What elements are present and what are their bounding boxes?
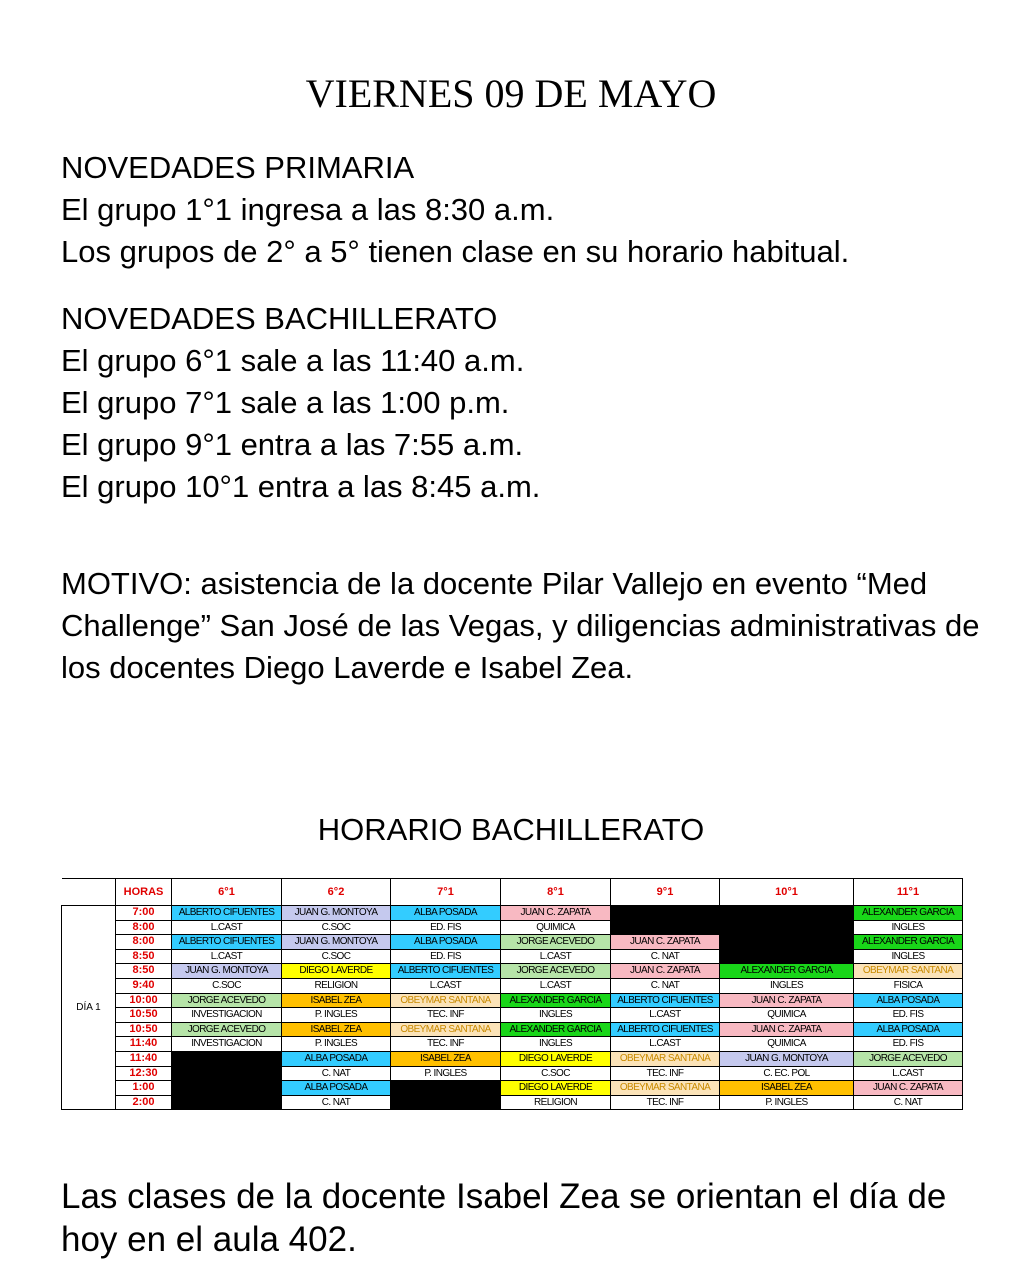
table-cell: C.SOC xyxy=(282,920,391,935)
blocked-cell xyxy=(611,906,720,935)
schedule-table xyxy=(61,878,963,1110)
table-cell: JORGE ACEVEDO xyxy=(501,964,611,979)
table-row xyxy=(62,964,963,979)
table-cell: ED. FIS xyxy=(854,1037,963,1052)
hour-cell: 7:00 xyxy=(116,906,172,921)
table-cell: P. INGLES xyxy=(720,1095,854,1110)
table-cell: OBEYMAR SANTANA xyxy=(854,964,963,979)
table-cell: ALBA POSADA xyxy=(282,1081,391,1096)
hour-cell: 10:00 xyxy=(116,993,172,1008)
table-cell: ALBERTO CIFUENTES xyxy=(391,964,501,979)
hour-cell: 11:40 xyxy=(116,1051,172,1066)
table-cell: ALEXANDER GARCIA xyxy=(720,964,854,979)
bachillerato-heading: NOVEDADES BACHILLERATO xyxy=(61,301,498,336)
table-cell: C.SOC xyxy=(172,978,282,993)
hour-cell: 8:50 xyxy=(116,949,172,964)
header-cell: 11°1 xyxy=(854,879,963,906)
table-cell: INGLES xyxy=(854,920,963,935)
hour-cell: 10:50 xyxy=(116,1008,172,1023)
blocked-cell xyxy=(391,1081,501,1110)
table-cell: L.CAST xyxy=(611,1008,720,1023)
table-cell: TEC. INF xyxy=(391,1008,501,1023)
bachillerato-line: El grupo 9°1 entra a las 7:55 a.m. xyxy=(61,427,524,462)
header-cell: 8°1 xyxy=(501,879,611,906)
header-cell: 6°1 xyxy=(172,879,282,906)
motivo-text: MOTIVO: asistencia de la docente Pilar Vallejo en evento “Med Challenge” San José de las Vegas, y diligencias administrativas de los docentes Diego Laverde e Isabel Zea. xyxy=(61,566,980,685)
table-row xyxy=(62,1037,963,1052)
table-cell: RELIGION xyxy=(501,1095,611,1110)
table-cell: ISABEL ZEA xyxy=(282,1022,391,1037)
table-cell: ALBERTO CIFUENTES xyxy=(611,1022,720,1037)
table-cell: ED. FIS xyxy=(854,1008,963,1023)
table-cell: ALBA POSADA xyxy=(282,1051,391,1066)
header-cell: 7°1 xyxy=(391,879,501,906)
table-cell: JUAN G. MONTOYA xyxy=(282,906,391,921)
bachillerato-line: El grupo 10°1 entra a las 8:45 a.m. xyxy=(61,469,541,504)
table-cell: C. NAT xyxy=(282,1066,391,1081)
table-row xyxy=(62,906,963,921)
table-cell: JORGE ACEVEDO xyxy=(172,993,282,1008)
table-cell: DIEGO LAVERDE xyxy=(501,1081,611,1096)
hour-cell: 10:50 xyxy=(116,1022,172,1037)
table-cell: JUAN C. ZAPATA xyxy=(611,935,720,950)
table-cell: QUIMICA xyxy=(720,1008,854,1023)
table-cell: ALBA POSADA xyxy=(854,993,963,1008)
table-cell: ED. FIS xyxy=(391,920,501,935)
table-cell: INGLES xyxy=(501,1008,611,1023)
table-cell: C. EC. POL xyxy=(720,1066,854,1081)
table-cell: ALEXANDER GARCIA xyxy=(501,993,611,1008)
table-cell: JORGE ACEVEDO xyxy=(172,1022,282,1037)
primaria-line: El grupo 1°1 ingresa a las 8:30 a.m. xyxy=(61,192,555,227)
table-cell: FISICA xyxy=(854,978,963,993)
header-empty-cell xyxy=(62,879,116,906)
table-cell: INVESTIGACION xyxy=(172,1008,282,1023)
table-cell: ISABEL ZEA xyxy=(391,1051,501,1066)
blocked-cell xyxy=(720,906,854,964)
table-cell: JUAN G. MONTOYA xyxy=(282,935,391,950)
hour-cell: 9:40 xyxy=(116,978,172,993)
table-row xyxy=(62,978,963,993)
bachillerato-line: El grupo 7°1 sale a las 1:00 p.m. xyxy=(61,385,510,420)
table-cell: QUIMICA xyxy=(501,920,611,935)
bachillerato-section xyxy=(61,298,1001,508)
table-cell: OBEYMAR SANTANA xyxy=(391,1022,501,1037)
table-cell: P. INGLES xyxy=(391,1066,501,1081)
table-cell: TEC. INF xyxy=(391,1037,501,1052)
schedule-header-row xyxy=(62,879,963,906)
table-cell: ALEXANDER GARCIA xyxy=(501,1022,611,1037)
table-cell: JUAN C. ZAPATA xyxy=(854,1081,963,1096)
table-cell: JUAN C. ZAPATA xyxy=(720,993,854,1008)
table-cell: ISABEL ZEA xyxy=(720,1081,854,1096)
bachillerato-line: El grupo 6°1 sale a las 11:40 a.m. xyxy=(61,343,525,378)
table-cell: INGLES xyxy=(501,1037,611,1052)
table-cell: L.CAST xyxy=(172,920,282,935)
hour-cell: 2:00 xyxy=(116,1095,172,1110)
table-cell: QUIMICA xyxy=(720,1037,854,1052)
table-cell: L.CAST xyxy=(501,978,611,993)
table-cell: ALBERTO CIFUENTES xyxy=(611,993,720,1008)
hour-cell: 8:00 xyxy=(116,935,172,950)
table-cell: JUAN G. MONTOYA xyxy=(172,964,282,979)
table-cell: JORGE ACEVEDO xyxy=(501,935,611,950)
table-cell: ALEXANDER GARCIA xyxy=(854,906,963,921)
hour-cell: 12:30 xyxy=(116,1066,172,1081)
table-cell: ED. FIS xyxy=(391,949,501,964)
table-cell: P. INGLES xyxy=(282,1008,391,1023)
table-cell: L.CAST xyxy=(391,978,501,993)
table-cell: C. NAT xyxy=(611,978,720,993)
header-cell: 9°1 xyxy=(611,879,720,906)
hour-cell: 11:40 xyxy=(116,1037,172,1052)
table-cell: C.SOC xyxy=(282,949,391,964)
table-cell: INVESTIGACION xyxy=(172,1037,282,1052)
schedule-title: HORARIO BACHILLERATO xyxy=(317,812,705,847)
table-cell: JUAN C. ZAPATA xyxy=(501,906,611,921)
table-row xyxy=(62,1022,963,1037)
table-cell: RELIGION xyxy=(282,978,391,993)
table-cell: C. NAT xyxy=(282,1095,391,1110)
table-cell: JUAN G. MONTOYA xyxy=(720,1051,854,1066)
table-row xyxy=(62,1008,963,1023)
table-cell: ALBA POSADA xyxy=(391,906,501,921)
table-row xyxy=(62,993,963,1008)
table-cell: TEC. INF xyxy=(611,1066,720,1081)
hour-cell: 8:00 xyxy=(116,920,172,935)
hour-cell: 8:50 xyxy=(116,964,172,979)
table-row xyxy=(62,1051,963,1066)
table-cell: DIEGO LAVERDE xyxy=(501,1051,611,1066)
page-title: VIERNES 09 DE MAYO xyxy=(305,71,717,116)
header-cell: 10°1 xyxy=(720,879,854,906)
table-cell: L.CAST xyxy=(611,1037,720,1052)
table-cell: ALEXANDER GARCIA xyxy=(854,935,963,950)
header-cell: HORAS xyxy=(116,879,172,906)
table-cell: ALBERTO CIFUENTES xyxy=(172,935,282,950)
table-cell: L.CAST xyxy=(854,1066,963,1081)
table-cell: INGLES xyxy=(720,978,854,993)
table-cell: JORGE ACEVEDO xyxy=(854,1051,963,1066)
table-cell: JUAN C. ZAPATA xyxy=(611,964,720,979)
table-cell: INGLES xyxy=(854,949,963,964)
table-cell: TEC. INF xyxy=(611,1095,720,1110)
day-label: DÍA 1 xyxy=(62,906,116,1110)
header-cell: 6°2 xyxy=(282,879,391,906)
table-cell: OBEYMAR SANTANA xyxy=(611,1051,720,1066)
primaria-line: Los grupos de 2° a 5° tienen clase en su horario habitual. xyxy=(61,234,850,269)
table-cell: OBEYMAR SANTANA xyxy=(391,993,501,1008)
hour-cell: 1:00 xyxy=(116,1081,172,1096)
table-cell: DIEGO LAVERDE xyxy=(282,964,391,979)
table-cell: ALBA POSADA xyxy=(854,1022,963,1037)
table-cell: C. NAT xyxy=(854,1095,963,1110)
table-cell: ISABEL ZEA xyxy=(282,993,391,1008)
table-cell: C.SOC xyxy=(501,1066,611,1081)
note-text: Las clases de la docente Isabel Zea se orientan el día de hoy en el aula 402. xyxy=(61,1177,947,1259)
table-cell: C. NAT xyxy=(611,949,720,964)
motivo-section xyxy=(61,563,1001,689)
blocked-cell xyxy=(172,1051,282,1109)
table-cell: ALBERTO CIFUENTES xyxy=(172,906,282,921)
table-cell: P. INGLES xyxy=(282,1037,391,1052)
primaria-heading: NOVEDADES PRIMARIA xyxy=(61,150,415,185)
table-cell: L.CAST xyxy=(501,949,611,964)
primaria-section xyxy=(61,147,1001,273)
table-cell: L.CAST xyxy=(172,949,282,964)
table-cell: JUAN C. ZAPATA xyxy=(720,1022,854,1037)
table-cell: OBEYMAR SANTANA xyxy=(611,1081,720,1096)
table-cell: ALBA POSADA xyxy=(391,935,501,950)
